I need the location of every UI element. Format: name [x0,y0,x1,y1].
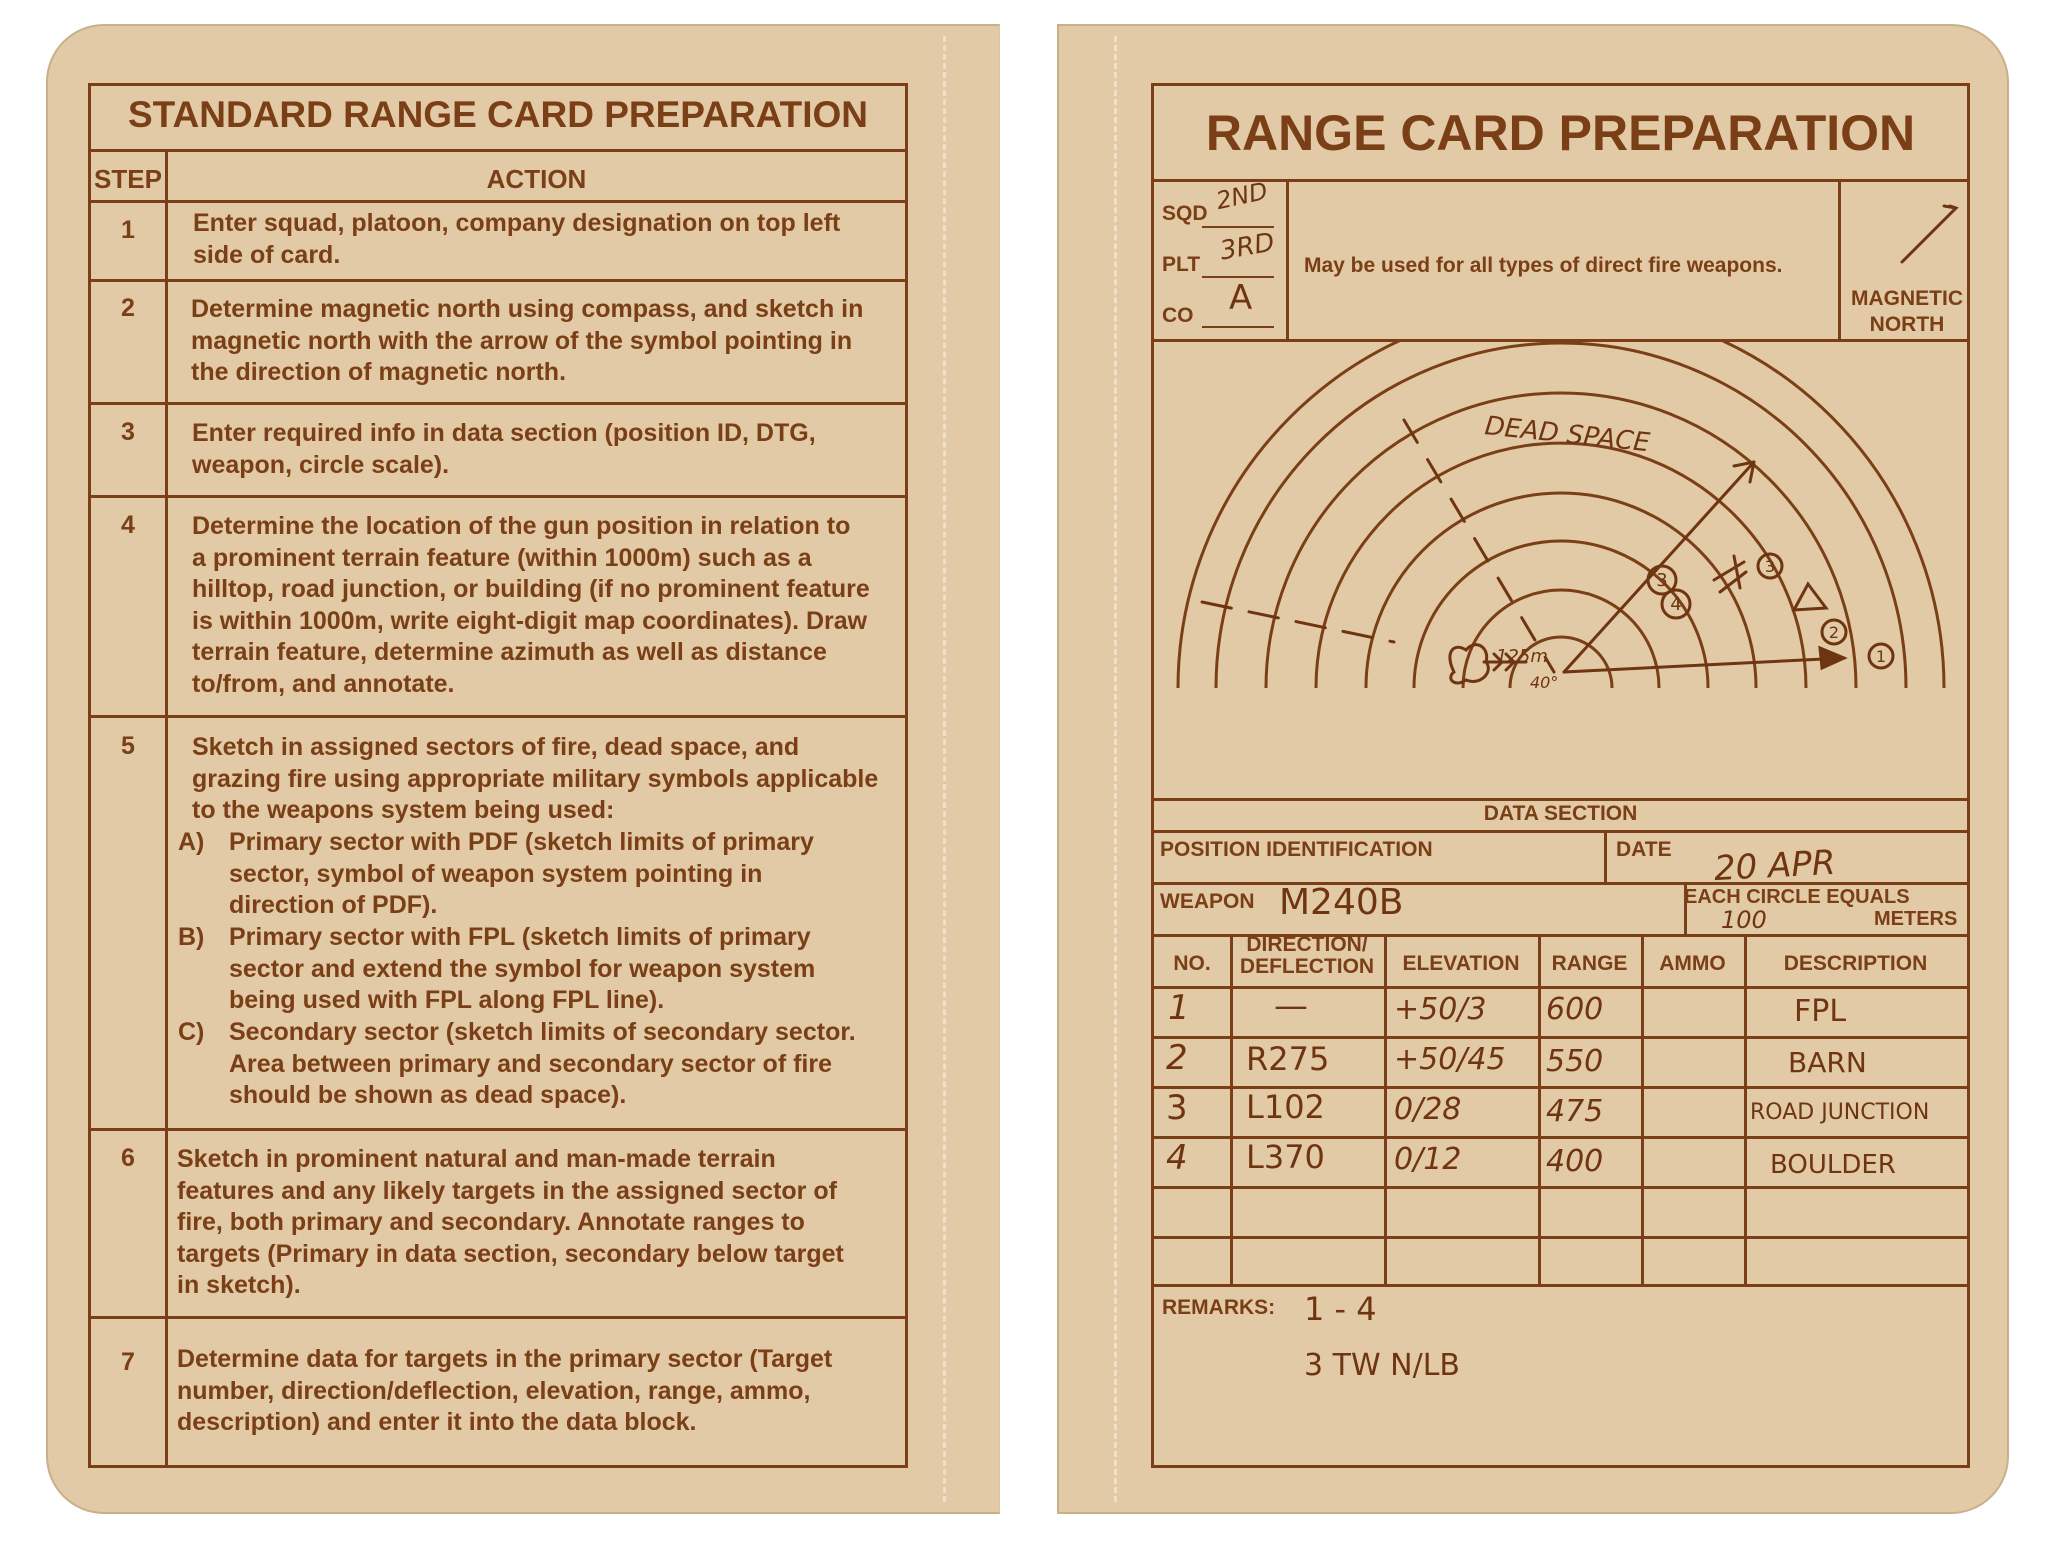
col-no-header: NO. [1173,952,1211,975]
table-cell-elevation: +50/3 [1394,992,1487,1027]
col-range-header: RANGE [1551,952,1628,975]
target-marker: 4 [1670,594,1682,615]
azimuth-annotation: 40° [1530,673,1559,692]
table-cell-description: FPL [1794,994,1847,1029]
date-label: DATE [1616,838,1672,861]
table-cell-range: 550 [1546,1044,1604,1079]
step-action: Enter squad, platoon, company designation on top left side of card. [193,209,841,269]
divider [91,1128,905,1131]
dead-space-label: DEAD SPACE [1483,411,1652,459]
table-cell-direction: — [1274,986,1308,1026]
remarks-label: REMARKS: [1162,1296,1276,1319]
usage-note: May be used for all types of direct fire weapons. [1304,254,1783,277]
col-description-header: DESCRIPTION [1783,952,1928,975]
table-cell-elevation: +50/45 [1394,1042,1506,1077]
step-action: Determine magnetic north using compass, and sketch in magnetic north with the arrow of the symbol pointing in the direction of magnetic north. [191,295,864,386]
right-card-title: RANGE CARD PREPARATION [1205,105,1916,161]
step-number: 4 [121,511,135,539]
divider [91,279,905,282]
table-cell-no: 2 [1166,1038,1188,1078]
table-cell-range: 400 [1546,1144,1604,1179]
step-action: Sketch in prominent natural and man-made terrain features and any likely targets in the assigned sector of fire, both primary and secondary. Annotate ranges to targets (Primary in data section, secondary below target in sketch). [177,1145,844,1299]
target-marker: 2 [1828,623,1840,642]
weapon-label: WEAPON [1160,890,1255,913]
substep-letter: C) [178,1018,205,1046]
meters-label: METERS [1874,908,1958,930]
step-number: 2 [121,294,135,322]
plt-label: PLT [1162,253,1201,276]
step-action: Determine the location of the gun position in relation to a prominent terrain feature (within 1000m) such as a hilltop, road junction, or building (if no prominent feature is within 1000m, write eight-digit map coordinates). Draw terrain feature, determine azimuth as well as distance to/from, and annotate. [192,512,870,698]
co-value: A [1229,278,1253,318]
substep-text: Primary sector with FPL (sketch limits of primary sector and extend the symbol for weapon system being used with FPL along FPL line). [229,923,816,1014]
remarks-line: 3 TW N/LB [1304,1348,1460,1383]
co-line [1202,326,1274,328]
left-card-title: STANDARD RANGE CARD PREPARATION [128,94,868,135]
table-cell-elevation: 0/28 [1394,1092,1462,1127]
perforation-line [943,36,946,1502]
step-number: 7 [121,1348,135,1376]
table-cell-direction: R275 [1246,1040,1330,1078]
table-cell-elevation: 0/12 [1394,1142,1462,1177]
column-divider [165,149,168,1465]
table-cell-direction: L370 [1246,1138,1325,1176]
table-cell-no: 1 [1168,988,1190,1028]
date-value: 20 APR [1713,842,1837,890]
remarks-line: 1 - 4 [1304,1290,1377,1328]
divider [91,402,905,405]
table-cell-description: BOULDER [1770,1150,1896,1180]
divider [1604,830,1607,882]
step-number: 3 [121,418,135,446]
table-cell-range: 600 [1546,992,1604,1027]
divider [1154,1284,1967,1287]
step-action: Determine data for targets in the primary sector (Target number, direction/deflection, elevation, range, ammo, description) and enter it into the data block. [177,1345,833,1436]
divider [1154,1036,1967,1039]
range-card-sketch [1154,342,1967,692]
col-direction-header: DIRECTION/ DEFLECTION [1239,933,1375,978]
col-action-header: ACTION [486,164,587,194]
target-marker: 1 [1875,647,1887,666]
perforation-line [1114,36,1117,1502]
step-number: 6 [121,1144,135,1172]
table-cell-direction: L102 [1246,1088,1325,1126]
table-cell-no: 4 [1166,1138,1188,1178]
circle-equals-value: 100 [1721,906,1767,934]
divider [91,715,905,718]
magnetic-north-arrow-icon [1894,200,1964,270]
divider [91,495,905,498]
plt-value: 3RD [1217,227,1277,267]
sqd-label: SQD [1162,202,1208,225]
divider [91,1316,905,1319]
table-cell-range: 475 [1546,1094,1604,1129]
standard-range-card-table [88,83,908,1468]
step-number: 1 [121,216,135,244]
range-annotation: 125m [1496,646,1548,667]
col-elevation-header: ELEVATION [1402,952,1520,975]
col-ammo-header: AMMO [1659,952,1726,975]
substep-letter: B) [178,923,205,951]
divider [1154,830,1967,833]
step-action: Sketch in assigned sectors of fire, dead space, and grazing fire using appropriate military symbols applicable to the weapons system being used: [192,733,879,824]
data-section-label: DATA SECTION [1483,802,1638,825]
divider [1286,179,1289,339]
divider [91,149,905,152]
weapon-value: M240B [1279,882,1404,923]
divider [1154,798,1967,801]
divider [1154,882,1967,885]
table-cell-description: ROAD JUNCTION [1750,1100,1930,1125]
table-cell-description: BARN [1788,1046,1867,1079]
step-action: Enter required info in data section (position ID, DTG, weapon, circle scale). [192,419,816,479]
divider [1154,179,1967,182]
sqd-value: 2ND [1213,176,1271,216]
divider [1154,1186,1967,1189]
substep-letter: A) [178,828,205,856]
substep-text: Primary sector with PDF (sketch limits of primary sector, symbol of weapon system pointing in direction of PDF). [229,828,814,919]
sqd-line [1202,226,1274,228]
circle-equals-label: EACH CIRCLE EQUALS [1684,886,1910,908]
substep-text: Secondary sector (sketch limits of secondary sector. Area between primary and secondary sector of fire should be shown as dead space). [229,1018,856,1109]
target-marker: 3 [1656,570,1668,591]
divider [1154,1236,1967,1239]
divider [91,200,905,203]
col-step-header: STEP [94,164,162,194]
target-marker: 3 [1764,557,1776,576]
range-card-form [1151,83,1970,1468]
co-label: CO [1162,304,1194,327]
table-cell-no: 3 [1166,1088,1188,1128]
magnetic-north-label: MAGNETIC NORTH [1851,287,1963,336]
step-number: 5 [121,732,135,760]
position-id-label: POSITION IDENTIFICATION [1160,838,1433,861]
